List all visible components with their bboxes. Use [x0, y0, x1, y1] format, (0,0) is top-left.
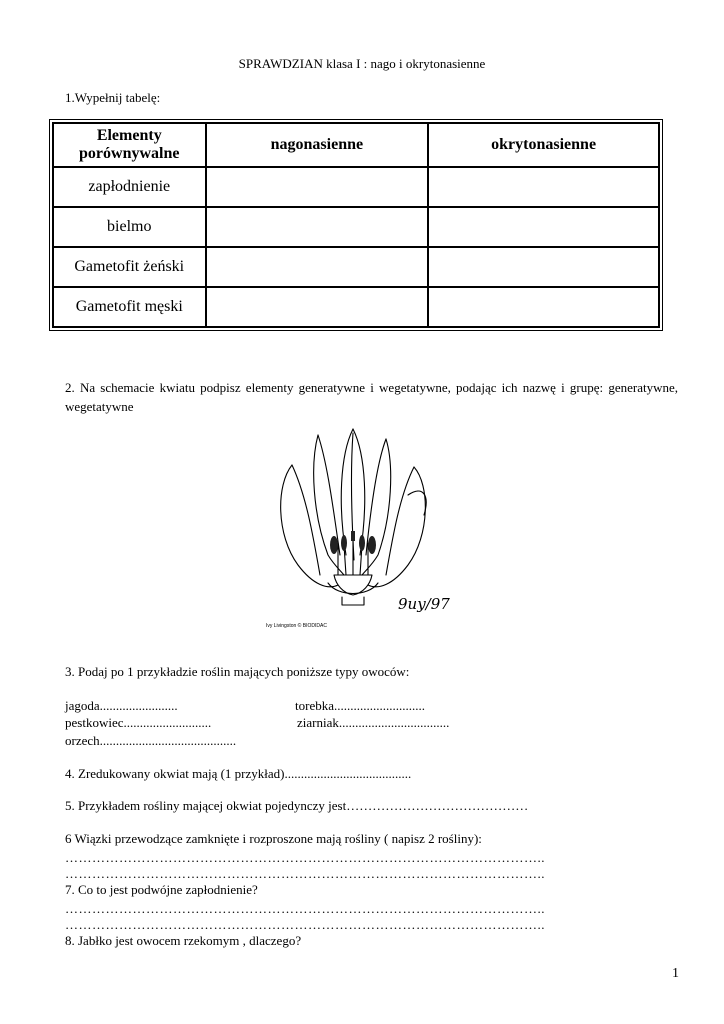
fruit-ziarniak: ziarniak.................................. — [297, 715, 450, 730]
header-okrytonasienne: okrytonasienne — [428, 123, 659, 167]
answer-cell[interactable] — [428, 287, 659, 327]
fruit-torebka: torebka............................ — [295, 698, 425, 713]
row-label: zapłodnienie — [53, 167, 206, 207]
table-header-row — [53, 123, 659, 167]
anther-mid-left — [341, 535, 347, 551]
outer-petal-right — [368, 467, 425, 587]
header-elementy-line2: porównywalne — [79, 145, 180, 162]
answer-cell[interactable] — [206, 287, 429, 327]
anther-left — [330, 536, 338, 554]
q4-text: 4. Zredukowany okwiat mają (1 przykład)....................................... — [65, 766, 412, 781]
fruit-pestkowiec: pestkowiec........................... — [65, 715, 212, 730]
figure-credit: Ivy Livingston © BIODIDAC — [266, 623, 327, 629]
answer-cell[interactable] — [206, 167, 429, 207]
q2-text: 2. Na schemacie kwiatu podpisz elementy generatywne i wegetatywne, podając ich nazwę i grupę: generatywne, wegetatywne — [65, 380, 678, 414]
fruit-jagoda: jagoda........................ — [65, 698, 178, 713]
q7-text: 7. Co to jest podwójne zapłodnienie? — [65, 882, 258, 897]
receptacle — [342, 597, 364, 605]
fruit-orzech: orzech.......................................... — [65, 733, 237, 748]
answer-cell[interactable] — [206, 247, 429, 287]
anther-mid-right — [359, 535, 365, 551]
table-row — [53, 167, 659, 207]
q8-text: 8. Jabłko jest owocem rzekomym , dlaczego? — [65, 933, 302, 948]
row-label: Gametofit męski — [53, 287, 206, 327]
answer-cell[interactable] — [206, 207, 429, 247]
q5-text: 5. Przykładem rośliny mającej okwiat pojedynczy jest…………………………………… — [65, 798, 529, 813]
q7-answer-line-1[interactable]: …………………………………………………………………………………………….. — [65, 901, 545, 916]
row-label: bielmo — [53, 207, 206, 247]
anther-right — [368, 536, 376, 554]
q6-text: 6 Wiązki przewodzące zamknięte i rozproszone mają rośliny ( napisz 2 rośliny): — [65, 831, 482, 846]
answer-cell[interactable] — [428, 167, 659, 207]
comparison-table — [52, 122, 660, 328]
header-elementy-line1: Elementy — [96, 127, 162, 144]
header-nagonasienne: nagonasienne — [206, 123, 429, 167]
page-title: SPRAWDZIAN klasa I : nago i okrytonasienne — [238, 56, 486, 71]
table-row — [53, 207, 659, 247]
q1-instruction: 1.Wypełnij tabelę: — [65, 90, 161, 105]
q6-answer-line-1[interactable]: …………………………………………………………………………………………….. — [65, 850, 545, 865]
q7-answer-line-2[interactable]: …………………………………………………………………………………………….. — [65, 917, 545, 932]
row-label: Gametofit żeński — [53, 247, 206, 287]
page-number: 1 — [672, 966, 679, 981]
table-row — [53, 287, 659, 327]
answer-cell[interactable] — [428, 247, 659, 287]
table-row — [53, 247, 659, 287]
figure-signature: 9uy/97 — [398, 595, 450, 613]
header-elementy — [53, 123, 206, 167]
q3-text: 3. Podaj po 1 przykładzie roślin mających poniższe typy owoców: — [65, 664, 410, 679]
answer-cell[interactable] — [428, 207, 659, 247]
stigma — [351, 531, 355, 541]
q6-answer-line-2[interactable]: …………………………………………………………………………………………….. — [65, 866, 545, 881]
